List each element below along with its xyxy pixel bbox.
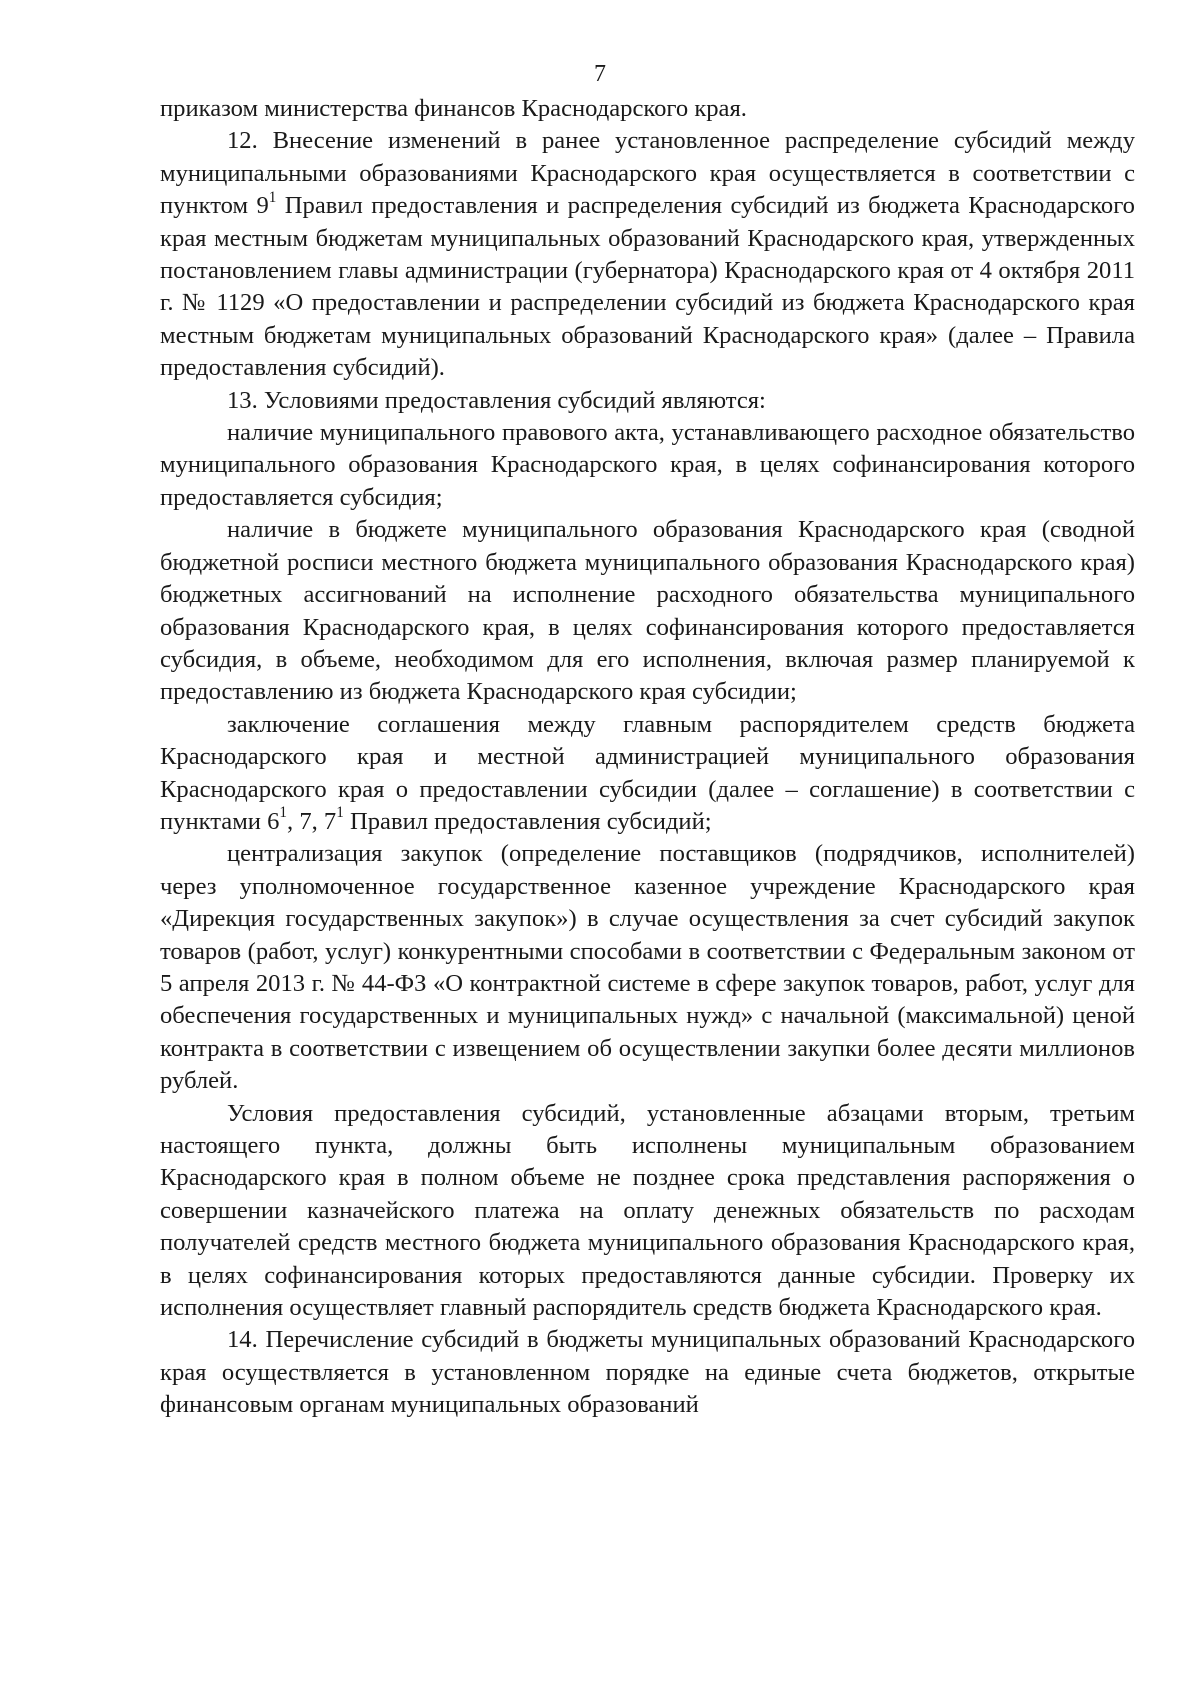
- paragraph-condition-4: централизация закупок (определение поставщиков (подрядчиков, исполнителей) через уполномоченное государственное казенное учреждение Краснодарского края «Дирекция государственных закупок») в случае осуществления за счет субсидий закупок товаров (работ, услуг) конкурентными способами в соответствии с Федеральным законом от 5 апреля 2013 г. № 44-ФЗ «О контрактной системе в сфере закупок товаров, работ, услуг для обеспечения государственных и муниципальных нужд» с начальной (максимальной) ценой контракта в соответствии с извещением об осуществлении закупки более десяти миллионов рублей.: [160, 840, 1135, 1095]
- paragraph-text: Правил предоставления субсидий;: [343, 807, 712, 835]
- paragraph-item-12: [160, 125, 1135, 384]
- superscript: 1: [279, 804, 288, 822]
- superscript: 1: [268, 188, 277, 206]
- paragraph-text: Правил предоставления и распределения субсидий из бюджета Краснодарского края местным бюджетам муниципальных образований Краснодарского края, утвержденных постановлением главы администрации (губернатора) Краснодарского края от 4 октября 2011 г. № 1129 «О предоставлении и распределении субсидий из бюджета Краснодарского края местным бюджетам муниципальных образований Краснодарского края» (далее – Правила предоставления субсидий).: [160, 192, 1135, 382]
- page-number: 7: [594, 61, 606, 87]
- paragraph-item-14: 14. Перечисление субсидий в бюджеты муниципальных образований Краснодарского края осуществляется в установленном порядке на единые счета бюджетов, открытые финансовым органам муниципальных образований: [160, 1326, 1135, 1419]
- paragraph-condition-3: [160, 709, 1135, 839]
- paragraph-continuation: приказом министерства финансов Краснодарского края.: [160, 95, 747, 122]
- paragraph-text: заключение соглашения между главным распорядителем средств бюджета Краснодарского края и местной администрацией муниципального образования Краснодарского края о предоставлении субсидии (далее – соглашение) в соответствии с пунктами 6: [160, 710, 1135, 835]
- paragraph-condition-1: наличие муниципального правового акта, устанавливающего расходное обязательство муниципального образования Краснодарского края, в целях софинансирования которого предоставляется субсидия;: [160, 419, 1135, 511]
- paragraph-item-13: 13. Условиями предоставления субсидий являются:: [227, 386, 766, 414]
- paragraph-condition-2: наличие в бюджете муниципального образования Краснодарского края (сводной бюджетной росписи местного бюджета муниципального образования Краснодарского края) бюджетных ассигнований на исполнение расходного обязательства муниципального образования Краснодарского края, в целях софинансирования которого предоставляется субсидия, в объеме, необходимом для его исполнения, включая размер планируемой к предоставлению из бюджета Краснодарского края субсидии;: [160, 516, 1135, 706]
- paragraph-text: 12. Внесение изменений в ранее установленное распределение субсидий между муниципальными образованиями Краснодарского края осуществляется в соответствии с пунктом 9: [160, 127, 1135, 220]
- paragraph-conditions-note: Условия предоставления субсидий, установленные абзацами вторым, третьим настоящего пункта, должны быть исполнены муниципальным образованием Краснодарского края в полном объеме не позднее срока представления распоряжения о совершении казначейского платежа на оплату денежных обязательств по расходам получателей средств местного бюджета муниципального образования Краснодарского края, в целях софинансирования которых предоставляются данные субсидии. Проверку их исполнения осуществляет главный распорядитель средств бюджета Краснодарского края.: [160, 1099, 1135, 1322]
- superscript: 1: [336, 804, 344, 822]
- document-body: [160, 93, 1135, 1422]
- paragraph-text: , 7, 7: [287, 807, 337, 835]
